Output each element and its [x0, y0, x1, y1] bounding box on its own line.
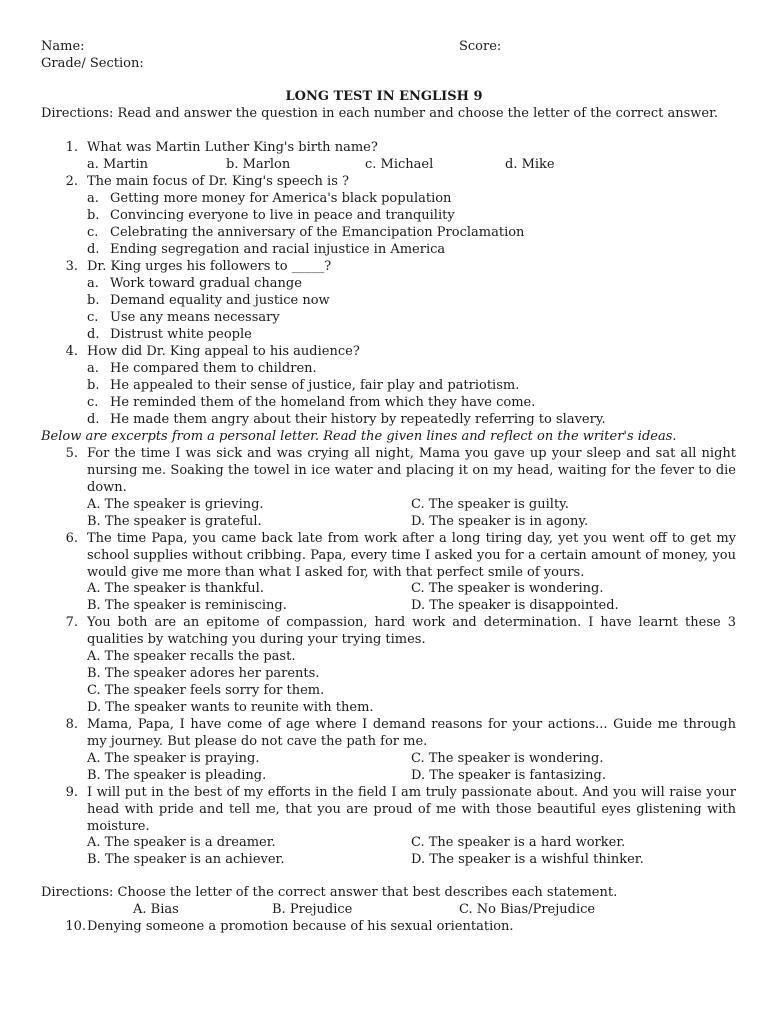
- excerpt-instructions: Below are excerpts from a personal letter. Read the given lines and reflect on the writer's ideas.: [41, 429, 677, 444]
- q7-number: 7.: [65, 615, 78, 630]
- q1-option-d: d. Mike: [505, 157, 555, 172]
- q5-text: For the time I was sick and was crying all night, Mama you gave up your sleep and sat all night nursing me. Soaking the towel in ice water and placing it on my head, waiting for the fever to die down.: [87, 446, 736, 495]
- choice-prejudice: B. Prejudice: [272, 902, 353, 917]
- q2-number: 2.: [65, 174, 78, 189]
- q6-option-c: C. The speaker is wondering.: [411, 581, 604, 596]
- q9-number: 9.: [65, 785, 78, 800]
- q3-letter-c: c.: [87, 310, 99, 325]
- q4-letter-b: b.: [87, 378, 100, 393]
- q3-letter-d: d.: [87, 327, 100, 342]
- q2-letter-a: a.: [87, 191, 99, 206]
- q5-option-b: B. The speaker is grateful.: [87, 514, 262, 529]
- q3-text: Dr. King urges his followers to _____?: [87, 259, 332, 274]
- q7-option-b: B. The speaker adores her parents.: [87, 666, 320, 681]
- q2-letter-d: d.: [87, 242, 100, 257]
- choice-bias: A. Bias: [133, 902, 179, 917]
- q2-option-c: Celebrating the anniversary of the Emancipation Proclamation: [110, 225, 525, 240]
- q6-option-b: B. The speaker is reminiscing.: [87, 598, 287, 613]
- test-title: LONG TEST IN ENGLISH 9: [285, 89, 483, 104]
- q2-letter-c: c.: [87, 225, 99, 240]
- q4-number: 4.: [65, 344, 78, 359]
- q5-option-c: C. The speaker is guilty.: [411, 497, 569, 512]
- q3-letter-b: b.: [87, 293, 100, 308]
- q9-text: I will put in the best of my efforts in the field I am truly passionate about. And you will raise your head with pride and tell me, that you are proud of me with those beautiful eyes glistening with moisture.: [87, 785, 736, 834]
- q9-option-b: B. The speaker is an achiever.: [87, 852, 285, 867]
- q6-text: The time Papa, you came back late from work after a long tiring day, yet you went off to get my school supplies without cribbing. Papa, every time I asked you for a certain amount of money, you would give me more than what I asked for, with that perfect smile of yours.: [87, 531, 736, 580]
- q7-option-d: D. The speaker wants to reunite with them.: [87, 700, 374, 715]
- q4-letter-d: d.: [87, 412, 100, 427]
- q6-number: 6.: [65, 531, 78, 546]
- q8-number: 8.: [65, 717, 78, 732]
- q7-option-c: C. The speaker feels sorry for them.: [87, 683, 325, 698]
- q9-option-a: A. The speaker is a dreamer.: [87, 835, 276, 850]
- q3-letter-a: a.: [87, 276, 99, 291]
- q6-option-a: A. The speaker is thankful.: [87, 581, 264, 596]
- q9-option-c: C. The speaker is a hard worker.: [411, 835, 626, 850]
- directions-2: Directions: Choose the letter of the correct answer that best describes each statement.: [41, 885, 618, 900]
- q2-option-d: Ending segregation and racial injustice in America: [110, 242, 446, 257]
- q4-text: How did Dr. King appeal to his audience?: [87, 344, 360, 359]
- q3-option-c: Use any means necessary: [110, 310, 280, 325]
- q8-option-c: C. The speaker is wondering.: [411, 751, 604, 766]
- q5-number: 5.: [65, 446, 78, 461]
- q5-option-d: D. The speaker is in agony.: [411, 514, 589, 529]
- q4-letter-c: c.: [87, 395, 99, 410]
- q1-text: What was Martin Luther King's birth name?: [87, 140, 378, 155]
- choice-no-bias: C. No Bias/Prejudice: [459, 902, 596, 917]
- q10-number: 10.: [65, 919, 86, 934]
- q1-number: 1.: [65, 140, 78, 155]
- q2-letter-b: b.: [87, 208, 100, 223]
- q2-option-b: Convincing everyone to live in peace and tranquility: [110, 208, 455, 223]
- q3-number: 3.: [65, 259, 78, 274]
- q4-option-c: He reminded them of the homeland from which they have come.: [110, 395, 536, 410]
- q8-text: Mama, Papa, I have come of age where I demand reasons for your actions... Guide me through my journey. But please do not cave the path for me.: [87, 717, 736, 749]
- q8-option-d: D. The speaker is fantasizing.: [411, 768, 606, 783]
- q4-option-b: He appealed to their sense of justice, fair play and patriotism.: [110, 378, 520, 393]
- q4-option-d: He made them angry about their history by repeatedly referring to slavery.: [110, 412, 606, 427]
- q8-option-b: B. The speaker is pleading.: [87, 768, 267, 783]
- grade-section-label: Grade/ Section:: [41, 56, 144, 71]
- q3-option-b: Demand equality and justice now: [110, 293, 330, 308]
- q7-option-a: A. The speaker recalls the past.: [87, 649, 296, 664]
- q3-option-a: Work toward gradual change: [110, 276, 302, 291]
- q1-option-b: b. Marlon: [226, 157, 291, 172]
- q1-option-a: a. Martin: [87, 157, 149, 172]
- q2-text: The main focus of Dr. King's speech is ?: [87, 174, 349, 189]
- q6-option-d: D. The speaker is disappointed.: [411, 598, 619, 613]
- q4-option-a: He compared them to children.: [110, 361, 317, 376]
- q2-option-a: Getting more money for America's black population: [110, 191, 452, 206]
- q1-option-c: c. Michael: [365, 157, 434, 172]
- name-label: Name:: [41, 39, 85, 54]
- directions-1: Directions: Read and answer the question in each number and choose the letter of the correct answer.: [41, 106, 719, 121]
- q7-text: You both are an epitome of compassion, hard work and determination. I have learnt these 3 qualities by watching you during your trying times.: [87, 615, 736, 647]
- q5-option-a: A. The speaker is grieving.: [87, 497, 264, 512]
- q8-option-a: A. The speaker is praying.: [87, 751, 260, 766]
- q9-option-d: D. The speaker is a wishful thinker.: [411, 852, 644, 867]
- q3-option-d: Distrust white people: [110, 327, 252, 342]
- q10-text: Denying someone a promotion because of his sexual orientation.: [87, 919, 514, 934]
- score-label: Score:: [459, 39, 502, 54]
- q4-letter-a: a.: [87, 361, 99, 376]
